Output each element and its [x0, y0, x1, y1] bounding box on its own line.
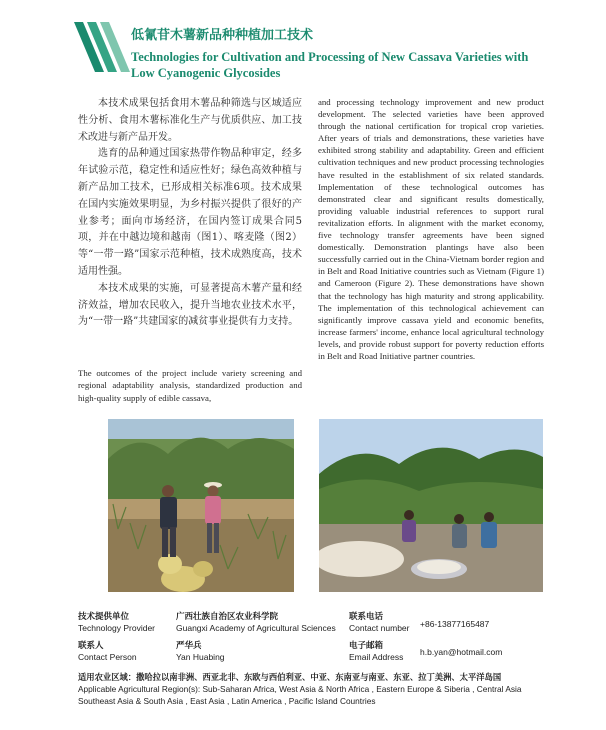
title-english: Technologies for Cultivation and Processing of New Cassava Varieties with Low Cyanogenic Glycosides [131, 50, 529, 80]
regions-en: Applicable Agricultural Region(s): Sub-Saharan Africa, West Asia & North Africa , Eastern Europe & Siberia , Central Asia Southeast Asia & South Asia , East Asia , Latin America , Pacific Island Countries [78, 684, 522, 706]
email-value: h.b.yan@hotmail.com [420, 647, 503, 657]
applicable-regions [78, 671, 548, 707]
email-label: 电子邮箱 Email Address [349, 641, 404, 662]
english-text-left: The outcomes of the project include variety screening and regional adaptability analysis, standardized production and high-quality supply of edible cassava, [78, 368, 302, 403]
photo-cameroon-processing [319, 419, 543, 592]
phone-value: +86-13877165487 [420, 619, 490, 629]
chinese-text-column [78, 96, 302, 331]
stripes-logo-icon [74, 22, 132, 72]
cn-paragraph-2: 选育的品种通过国家热带作物品种审定，经多年试验示范，稳定性和适应性好；绿色高效种植与新产品加工技术，已形成相关标准6项。技术成果在国内实施效果明显，为乡村振兴提供了很好的产业参考；面向市场经济，在国内签订成果合同5项，并在中越边境和越南（图1）、喀麦隆（图2）等“一带一路”国家示范种植，技术成熟度高，技术适用性强。 [78, 148, 302, 277]
cn-paragraph-1: 本技术成果包括食用木薯品种筛选与区域适应性分析、食用木薯标准化生产与优质供应、加工技术改进与新产品开发。 [78, 98, 302, 143]
phone-label: 联系电话 Contact number [349, 612, 410, 633]
provider-value: 广西壮族自治区农业科学院 Guangxi Academy of Agricultural Sciences [176, 612, 336, 633]
cn-paragraph-3: 本技术成果的实施，可显著提高木薯产量和经济效益，增加农民收入，提升当地农业技术水平，为“一带一路”共建国家的减贫事业提供有力支持。 [78, 282, 302, 328]
regions-cn: 撒哈拉以南非洲、西亚北非、东欧与西伯利亚、中亚、东南亚与南亚、东亚、拉丁美洲、太平洋岛国 [136, 672, 502, 682]
photo-vietnam-field [108, 419, 294, 592]
regions-label: 适用农业区域： [78, 672, 137, 682]
provider-label: 技术提供单位 Technology Provider [78, 612, 156, 633]
title-chinese: 低氰苷木薯新品种种植加工技术 [131, 28, 314, 43]
english-text-right: and processing technology improvement and new product development. The selected varieties have been approved through the national certification for tropical crop varieties. After years of trials and demonstrations, these varieties have exhibited strong stability and adaptability. Green and efficient cultivation techniques and new product processing technologies have resulted in the establishment of six related standards. Implementation of these technological outcomes has demonstrated clear and significant results domestically, providing valuable industrial references to support rural revitalization efforts. In alignment with the market economy, five technology transfer agreements have been signed domestically. Demonstration plantings have also been successfully carried out in the China-Vietnam border region and in Belt and Road Initiative countries such as Vietnam (Figure 1) and Cameroon (Figure 2). These demonstrations have shown that the technology has high maturity and strong applicability. The implementation of this technological achievement can significantly improve cassava yield and economic benefits, increase farmers' income, enhance local agricultural technology levels, and provide robust support for poverty reduction efforts in Belt and Road Initiative partner countries. [318, 97, 544, 361]
contact-label: 联系人 Contact Person [78, 641, 137, 662]
contact-value: 严华兵 Yan Huabing [176, 641, 225, 662]
